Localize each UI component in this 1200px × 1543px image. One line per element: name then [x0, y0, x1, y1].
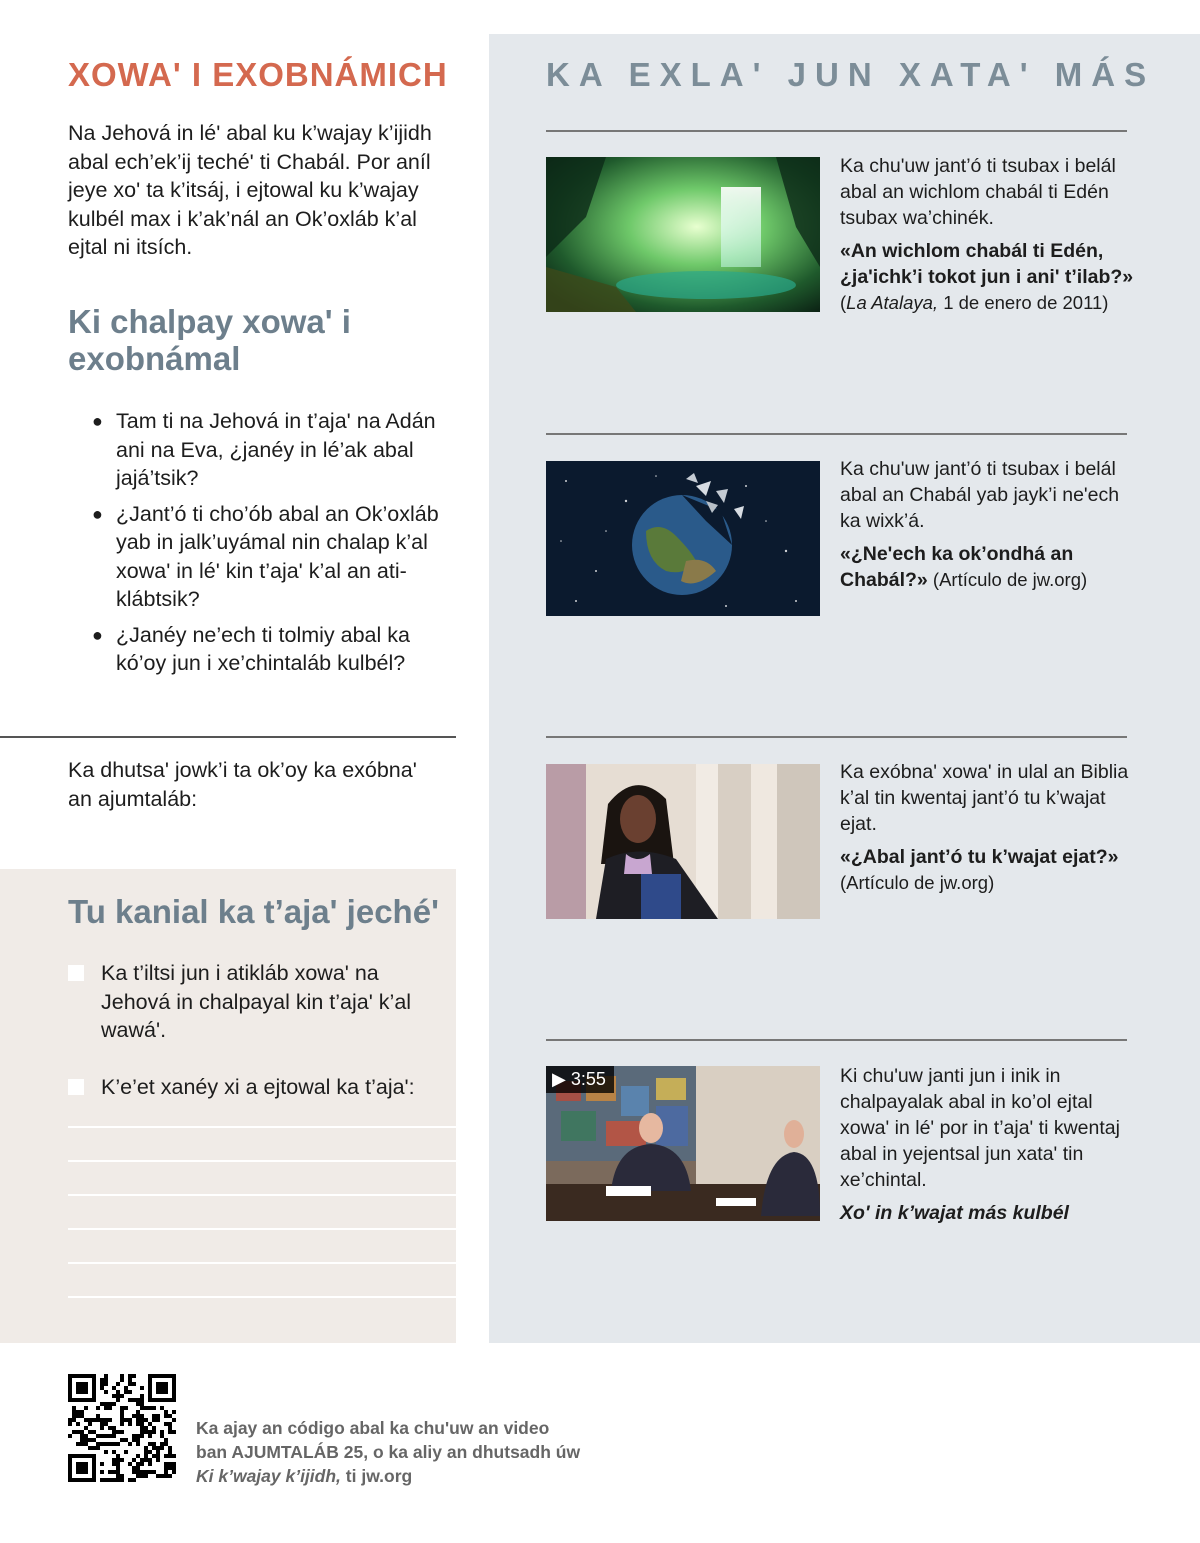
- goal-box: [0, 869, 456, 1343]
- section-divider: [0, 736, 456, 738]
- reference-source: 1 de enero de 2011): [938, 292, 1109, 313]
- review-question: [92, 621, 462, 678]
- reference-title[interactable]: «¿Ne'ech ka ok’ondhá an Chabál?»: [840, 543, 1074, 591]
- goal-item-text: Ka t’iltsi jun i atikláb xowa' na Jehová in chalpayal kin t’aja' k’al wawá'.: [101, 961, 412, 1042]
- footer-line-2: ban AJUMTALÁB 25, o ka aliy an dhutsadh úw: [196, 1442, 581, 1462]
- writing-line[interactable]: [68, 1228, 456, 1230]
- video-duration: 3:55: [570, 1069, 606, 1089]
- footer-note: [196, 1416, 616, 1488]
- writing-line[interactable]: [68, 1296, 456, 1298]
- review-question-list: [92, 407, 462, 685]
- more-item: [840, 1063, 1140, 1226]
- bullet-icon: ●: [92, 624, 103, 645]
- more-item-text: Ka chu'uw jant’ó ti tsubax i belál abal an Chabál yab jayk’i ne'ech ka wixk’á.: [840, 458, 1120, 532]
- reference-source: (Artículo de jw.org): [840, 872, 995, 893]
- writing-line[interactable]: [68, 1262, 456, 1264]
- more-item-text: Ka exóbna' xowa' in ulal an Biblia k’al tin kwentaj jant’ó tu k’wajat ejat.: [840, 761, 1129, 835]
- more-item-reference[interactable]: [840, 844, 1140, 896]
- checkbox[interactable]: [68, 965, 84, 981]
- bullet-icon: ●: [92, 411, 103, 431]
- more-title: KA EXLA' JUN XATA' MÁS: [546, 56, 1156, 93]
- reference-open: (: [840, 292, 847, 313]
- share-prompt: Ka dhutsa' jowk’i ta ok’oy ka exóbna' an ajumtaláb:: [68, 758, 417, 811]
- summary-text: Na Jehová in lé' abal ku k’wajay k’ijidh abal ech’ek’ij teché' ti Chabál. Por aníl jeye xo' ta k’itsáj, i ejtowal ku k’wajay kulbél max i k’ak’nál an Ok’oxláb k’al ejtal ni itsích.: [68, 121, 432, 259]
- qr-code[interactable]: [68, 1374, 176, 1482]
- writing-line[interactable]: [68, 1126, 456, 1128]
- eden-garden-image[interactable]: [546, 157, 820, 312]
- woman-portrait-image[interactable]: [546, 764, 820, 919]
- writing-line[interactable]: [68, 1194, 456, 1196]
- goal-item-text: K’e’et xanéy xi a ejtowal ka t’aja':: [101, 1075, 415, 1099]
- more-item-text: Ka chu'uw jant’ó ti tsubax i belál abal an wichlom chabál ti Edén tsubax wa’chinék.: [840, 155, 1116, 229]
- goal-item[interactable]: [68, 1073, 428, 1102]
- review-question: [92, 407, 462, 493]
- reference-title[interactable]: Xo' in k’wajat más kulbél: [840, 1202, 1069, 1224]
- reference-title[interactable]: «An wichlom chabál ti Edén, ¿ja'ichk’i tokot jun i ani' t’ilab?»: [840, 240, 1134, 288]
- footer-book-title: Ki k’wajay k’ijidh,: [196, 1466, 341, 1486]
- review-question: [92, 500, 462, 614]
- review-question-text: ¿Janéy ne’ech ti tolmiy abal ka kó’oy jun i xe’chintaláb kulbél?: [116, 622, 410, 675]
- play-icon: ▶: [552, 1069, 566, 1089]
- footer-line-3: ti jw.org: [340, 1466, 413, 1486]
- review-question-text: ¿Jant’ó ti cho’ób abal an Ok’oxláb yab in jalk’uyámal nin chalap k’al xowa' in lé' kin t’aja' k’al an ati-klábtsik?: [116, 501, 439, 611]
- goal-title: Tu kanial ka t’aja' jeché': [68, 893, 439, 930]
- reference-source: (Artículo de jw.org): [927, 569, 1088, 590]
- more-item: [840, 456, 1140, 593]
- more-item: [840, 759, 1140, 896]
- more-item-reference[interactable]: [840, 238, 1140, 316]
- item-divider: [546, 1039, 1127, 1041]
- more-item-reference[interactable]: [840, 541, 1140, 593]
- video-duration-badge: [546, 1066, 614, 1093]
- footer-line-1: Ka ajay an código abal ka chu'uw an video: [196, 1418, 550, 1438]
- bullet-icon: ●: [92, 503, 103, 524]
- review-question-text: Tam ti na Jehová in t’aja' na Adán ani na Eva, ¿janéy in lé’ak abal jajá’tsik?: [116, 409, 436, 490]
- reference-source-italic: La Atalaya,: [846, 292, 939, 313]
- more-item-text: Ki chu'uw janti jun i inik in chalpayalak abal in ko’ol ejtal xowa' in lé' por in t’aja' ti kwentaj abal in yejentsal jun xata' tin xe’chintal.: [840, 1065, 1120, 1191]
- shattering-earth-image[interactable]: [546, 461, 820, 616]
- item-divider: [546, 130, 1127, 132]
- review-title: Ki chalpay xowa' i exobnámal: [68, 303, 351, 377]
- reference-title[interactable]: «¿Abal jant’ó tu k’wajat ejat?»: [840, 846, 1119, 868]
- more-item-reference[interactable]: [840, 1200, 1140, 1226]
- summary-title: XOWA' I EXOBNÁMICH: [68, 56, 448, 93]
- checkbox[interactable]: [68, 1079, 84, 1095]
- goal-item[interactable]: [68, 959, 428, 1045]
- item-divider: [546, 736, 1127, 738]
- item-divider: [546, 433, 1127, 435]
- writing-line[interactable]: [68, 1160, 456, 1162]
- video-thumbnail[interactable]: [546, 1066, 820, 1221]
- more-item: [840, 153, 1140, 316]
